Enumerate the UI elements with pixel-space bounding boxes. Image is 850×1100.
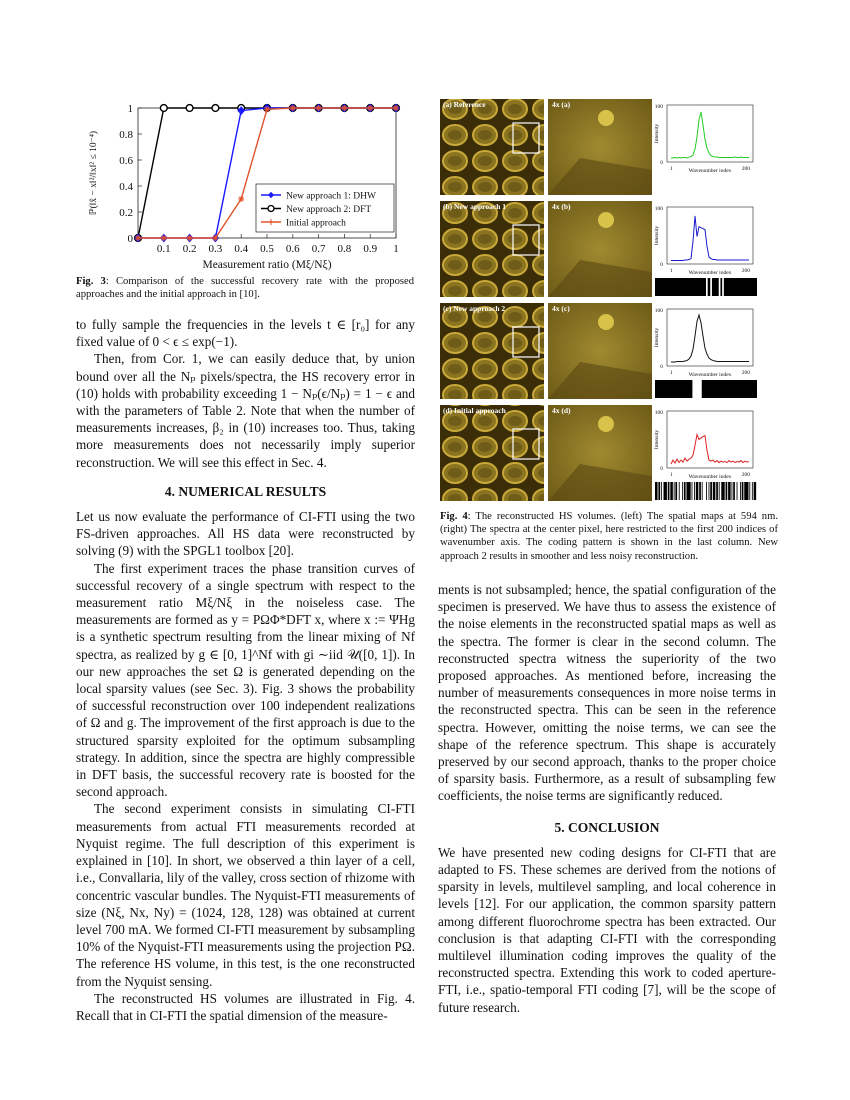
x-tick-label: 0.7 <box>311 243 326 255</box>
coding-bar <box>722 278 724 296</box>
coding-bar <box>677 482 679 500</box>
coding-bar <box>709 482 710 500</box>
spectrum-xmax: 200 <box>741 166 750 172</box>
y-tick-label: 1 <box>127 103 133 115</box>
y-axis-label: ℙ(‖x̂ − x‖²/‖x‖² ≤ 10⁻⁴) <box>89 130 99 216</box>
coding-bar <box>756 482 757 500</box>
coding-bar <box>753 482 754 500</box>
coding-pattern <box>655 278 757 296</box>
figure-4 <box>440 96 760 506</box>
coding-bar <box>669 482 670 500</box>
paragraph: ments is not subsampled; hence, the spatial configuration of the specimen is preserved. We have thus to assess the existence of the noise elements in the reconstructed spatial maps as well as the spectra. The former is clear in the second column. The reconstructed spectra witness the superiority of the two proposed approaches. As mentioned before, increasing the number of measurements consequences in more noise terms in the reconstructed spectra. This can be seen in the reference spectra. However, omitting the noise terms, we can see the shape of the reference spectrum. This shape is accurately preserved by our second approach, thanks to the proper choice of sparsity basis. Furthermore, as a result of subsampling few coefficients, the noise terms are significantly reduced. <box>438 582 776 804</box>
coding-bar <box>703 482 706 500</box>
coding-bar <box>686 482 687 500</box>
x-tick-label: 0.6 <box>285 243 300 255</box>
spectrum-xmin: 1 <box>670 472 673 478</box>
coding-bar <box>743 482 744 500</box>
spectrum-xmax: 200 <box>741 472 750 478</box>
data-point <box>316 105 322 111</box>
coding-bar <box>718 482 719 500</box>
coding-bar <box>667 482 668 500</box>
coding-bar <box>727 482 728 500</box>
section-heading-5: 5. CONCLUSION <box>554 819 660 835</box>
spectrum-xmin: 1 <box>670 370 673 376</box>
data-point <box>238 196 244 202</box>
x-tick-label: 0.5 <box>260 243 274 255</box>
coding-bar <box>658 482 659 500</box>
right-column <box>438 581 776 1016</box>
spectrum-xmax: 200 <box>741 268 750 274</box>
spectrum-ymin: 0 <box>660 160 663 166</box>
paragraph: The second experiment consists in simulating CI-FTI measurements from actual FTI measurements recorded at Nyquist regime. The full description of this experiment is explained in [10]. In short, we observed a thin layer of a cell, i.e., Convallaria, lily of the valley, cross section of rhizome with concentric vascular bundles. The Nyquist-FTI measurements of size (Nξ, Nx, Ny) = (1024, 128, 128) was obtained at current level 700 mA. We formed CI-FTI measurement by subsampling 10% of the Nyquist-FTI measurements using the projection PΩ. The reference HS volume, in this test, is the one reconstructed from the Nyquist sensing. <box>76 801 415 989</box>
zoom-label: 4x (b) <box>552 202 571 211</box>
coding-bar <box>750 482 752 500</box>
spectrum-xmin: 1 <box>670 268 673 274</box>
spectrum-xmax: 200 <box>741 370 750 376</box>
spectrum-ylabel: Intensity <box>654 327 660 348</box>
data-point <box>161 235 167 241</box>
data-point <box>186 105 193 112</box>
panel-label: (a) Reference <box>443 100 486 109</box>
coding-bar <box>712 482 713 500</box>
spectrum-ylabel: Intensity <box>654 225 660 246</box>
x-tick-label: 1 <box>393 243 399 255</box>
zoom-highlight <box>598 416 614 432</box>
panel-label: (c) New approach 2 <box>443 304 506 313</box>
spectrum-xlabel: Wavenumber index <box>688 168 732 174</box>
coding-bar <box>675 482 676 500</box>
y-tick-label: 0.6 <box>119 155 133 167</box>
legend-label: Initial approach <box>286 218 346 229</box>
coding-bar <box>710 278 712 296</box>
zoom-highlight <box>598 212 614 228</box>
coding-bar <box>720 482 722 500</box>
coding-bar <box>692 380 701 398</box>
data-point <box>135 235 141 241</box>
coding-bar <box>749 482 750 500</box>
spatial-map-image <box>440 99 544 195</box>
y-tick-label: 0.8 <box>119 129 133 141</box>
coding-bar <box>715 482 716 500</box>
spectrum-ymin: 0 <box>660 364 663 370</box>
coding-bar <box>698 482 699 500</box>
coding-bar <box>701 482 702 500</box>
paragraph: We have presented new coding designs for CI-FTI that are adapted to FS. These schemes are derived from the notions of sparsity in levels, multilevel sampling, and local coherence in levels [12]. For our application, the common sparsity pattern among different fluorochrome spectra has been extracted. Our conclusion is that adapting CI-FTI with the corresponding multilevel illumination coding improves the quality of the reconstructed spectra. Extending this work to coded aperture-FTI, i.e., spatio-temporal FTI coding [7], will be the scope of future research. <box>438 844 776 1015</box>
fig4-caption-text: : The reconstructed HS volumes. (left) The spatial maps at 594 nm. (right) The spectra at the center pixel, here restricted to the first 200 indices of wavenumber axis. The coding pattern is shown in the last column. New approach 2 results in smoother and less noisy reconstruction. <box>440 511 778 562</box>
legend-marker <box>268 206 274 212</box>
spectrum-ymax: 100 <box>654 104 663 110</box>
zoom-label: 4x (a) <box>552 100 571 109</box>
coding-pattern-bg <box>655 380 757 398</box>
zoom-label: 4x (c) <box>552 304 570 313</box>
coding-pattern <box>655 482 757 500</box>
x-tick-label: 0.8 <box>337 243 352 255</box>
spectrum-frame <box>667 207 753 264</box>
paragraph: to fully sample the frequencies in the levels t ∈ [r₀] for any fixed value of 0 < ϵ ≤ exp(−1). <box>76 317 415 350</box>
data-point <box>341 105 347 111</box>
data-point <box>160 105 167 112</box>
spectrum-frame <box>667 411 753 468</box>
coding-bar <box>673 482 674 500</box>
spectrum-xmin: 1 <box>670 166 673 172</box>
y-tick-label: 0.2 <box>119 207 133 219</box>
x-tick-label: 0.3 <box>208 243 223 255</box>
y-tick-label: 0 <box>127 233 133 245</box>
spectrum-ymax: 100 <box>654 308 663 314</box>
fig3-caption-text: : Comparison of the successful recovery rate with the proposed approaches and the initial approach in [10]. <box>76 276 414 301</box>
spectrum-ylabel: Intensity <box>654 123 660 144</box>
coding-bar <box>732 482 733 500</box>
zoom-highlight <box>598 110 614 126</box>
left-column <box>76 316 415 1024</box>
x-tick-label: 0.4 <box>234 243 249 255</box>
figure-3-caption <box>76 275 414 301</box>
figure-3 <box>78 96 418 272</box>
spectrum-xlabel: Wavenumber index <box>688 270 732 276</box>
spatial-map-image <box>440 303 544 399</box>
coding-bar <box>680 482 683 500</box>
data-point <box>367 105 373 111</box>
spatial-map-image <box>440 405 544 501</box>
spectrum-xlabel: Wavenumber index <box>688 372 732 378</box>
spectrum-frame <box>667 309 753 366</box>
legend-label: New approach 1: DHW <box>286 191 376 202</box>
fig4-caption-label: Fig. 4 <box>440 511 468 522</box>
spectrum-ymin: 0 <box>660 262 663 268</box>
figure-4-caption <box>440 510 778 563</box>
data-point <box>187 235 193 241</box>
coding-bar <box>691 482 692 500</box>
fig3-chart <box>78 96 418 272</box>
coding-bar <box>662 482 664 500</box>
coding-pattern <box>655 380 757 398</box>
coding-bar <box>660 482 661 500</box>
spectrum-ylabel: Intensity <box>654 429 660 450</box>
y-tick-label: 0.4 <box>119 181 133 193</box>
coding-bar <box>706 278 708 296</box>
x-axis-label: Measurement ratio (Mξ/Nξ) <box>202 259 332 271</box>
coding-bar <box>683 482 684 500</box>
fig4-panel <box>440 96 760 506</box>
coding-bar <box>725 482 726 500</box>
spectrum-xlabel: Wavenumber index <box>688 474 732 480</box>
coding-bar <box>731 482 732 500</box>
coding-bar <box>719 278 721 296</box>
coding-bar <box>735 482 737 500</box>
coding-bar <box>692 482 694 500</box>
legend-label: New approach 2: DFT <box>286 205 372 215</box>
coding-bar <box>737 482 740 500</box>
spectrum-ymax: 100 <box>654 410 663 416</box>
spectrum-ymin: 0 <box>660 466 663 472</box>
coding-bar <box>695 482 696 500</box>
paragraph: The reconstructed HS volumes are illustrated in Fig. 4. Recall that in CI-FTI the spatial dimension of the measure- <box>76 990 415 1023</box>
paragraph: The first experiment traces the phase transition curves of successful recovery of a single spectrum with respect to the measurement ratio Mξ/Nξ in the noiseless case. The measurements are formed as y = PΩΦ*DFT x, where x := ΨHg is a synthetic spectrum resulting from the linear mixing of Nf spectra, as realized by g ∈ [0, 1]^Nf with gi ∼iid 𝒰([0, 1]). In our new approaches the set Ω is generated depending on the local sparsity values (see Sec. 3). Fig. 3 shows the probability of successful reconstruction over 100 independent realizations of Ω and g. The improvement of the first approach is due to the structured sparsity exploited for the optimum subsampling strategy. In addition, since the spectra are highly compressible in DFT basis, the successful recovery rate is boosted for the second approach. <box>76 560 415 800</box>
spectrum-ymax: 100 <box>654 206 663 212</box>
panel-label: (d) Initial approach <box>443 406 506 415</box>
data-point <box>393 105 399 111</box>
data-point <box>212 235 218 241</box>
coding-bar <box>707 482 709 500</box>
data-point <box>212 105 219 112</box>
coding-bar <box>741 482 742 500</box>
spectrum-frame <box>667 105 753 162</box>
zoom-highlight <box>598 314 614 330</box>
section-heading-4: 4. NUMERICAL RESULTS <box>164 483 327 499</box>
panel-label: (b) New approach 1 <box>443 202 506 211</box>
x-tick-label: 0.9 <box>363 243 378 255</box>
x-tick-label: 0.2 <box>182 243 197 255</box>
zoom-label: 4x (d) <box>552 406 571 415</box>
x-tick-label: 0.1 <box>156 243 171 255</box>
data-point <box>290 105 296 111</box>
fig3-caption-label: Fig. 3 <box>76 276 106 287</box>
data-point <box>264 106 270 112</box>
paragraph: Then, from Cor. 1, we can easily deduce that, by union bound over all the Nₚ pixels/spectra, the HS recovery error in (10) holds with probability exceeding 1 − Nₚ(ϵ/Nₚ) = 1 − ϵ and with the parameters of Table 2. Note that when the number of measurements increases, β₂ in (10) increases too. Thus, taking more measurements does not necessarily imply superior reconstruction. We will see this effect in Sec. 4. <box>76 351 415 470</box>
spatial-map-image <box>440 201 544 297</box>
paragraph: Let us now evaluate the performance of CI-FTI using the two FS-driven approaches. All HS data were reconstructed by solving (9) with the SPGL1 toolbox [20]. <box>76 509 415 559</box>
